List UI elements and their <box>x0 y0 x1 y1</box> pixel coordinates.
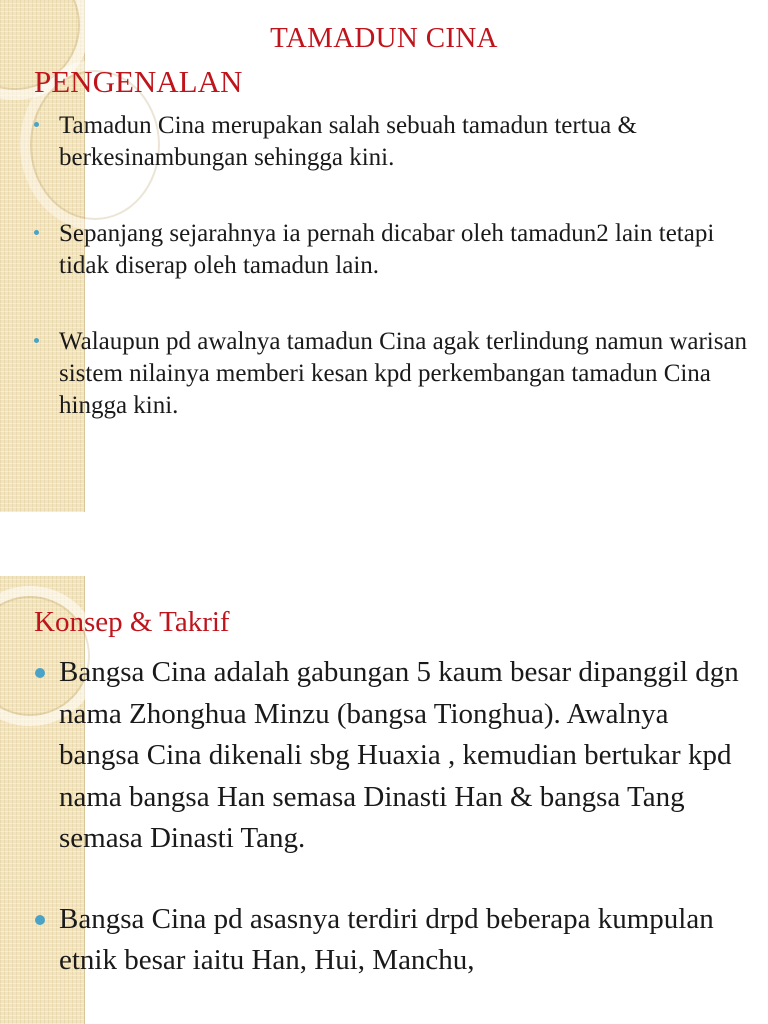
slide-title: TAMADUN CINA <box>270 22 498 54</box>
bullet-icon <box>34 338 39 343</box>
bullet-icon <box>35 668 45 678</box>
bullet-text: Tamadun Cina merupakan salah sebuah tamadun tertua & berkesinambungan sehingga kini. <box>59 112 637 171</box>
list-item <box>32 326 752 422</box>
bullet-text: Walaupun pd awalnya tamadun Cina agak terlindung namun warisan sistem nilainya memberi kesan kpd perkembangan tamadun Cina hingga kini. <box>59 328 748 419</box>
slide-separator <box>0 512 768 576</box>
bullet-text: Bangsa Cina adalah gabungan 5 kaum besar dipanggil dgn nama Zhonghua Minzu (bangsa Tionghua). Awalnya bangsa Cina dikenali sbg Huaxia , kemudian bertukar kpd nama bangsa Han semasa Dinasti Han & bangsa Tang semasa Dinasti Tang. <box>59 656 739 854</box>
bullet-icon <box>34 122 39 127</box>
slide-konsep-takrif <box>0 576 768 1024</box>
bullet-list <box>32 110 752 422</box>
bullet-icon <box>35 915 45 925</box>
bullet-text: Sepanjang sejarahnya ia pernah dicabar oleh tamadun2 lain tetapi tidak diserap oleh tamadun lain. <box>59 220 715 279</box>
bullet-text: Bangsa Cina pd asasnya terdiri drpd beberapa kumpulan etnik besar iaitu Han, Hui, Manchu, <box>59 902 714 976</box>
section-heading: Konsep & Takrif <box>34 606 230 638</box>
list-item <box>32 652 752 860</box>
bullet-list <box>32 652 752 982</box>
list-item <box>32 218 752 282</box>
section-heading: PENGENALAN <box>34 64 243 99</box>
bullet-icon <box>34 230 39 235</box>
list-item <box>32 110 752 174</box>
list-item <box>32 899 752 982</box>
